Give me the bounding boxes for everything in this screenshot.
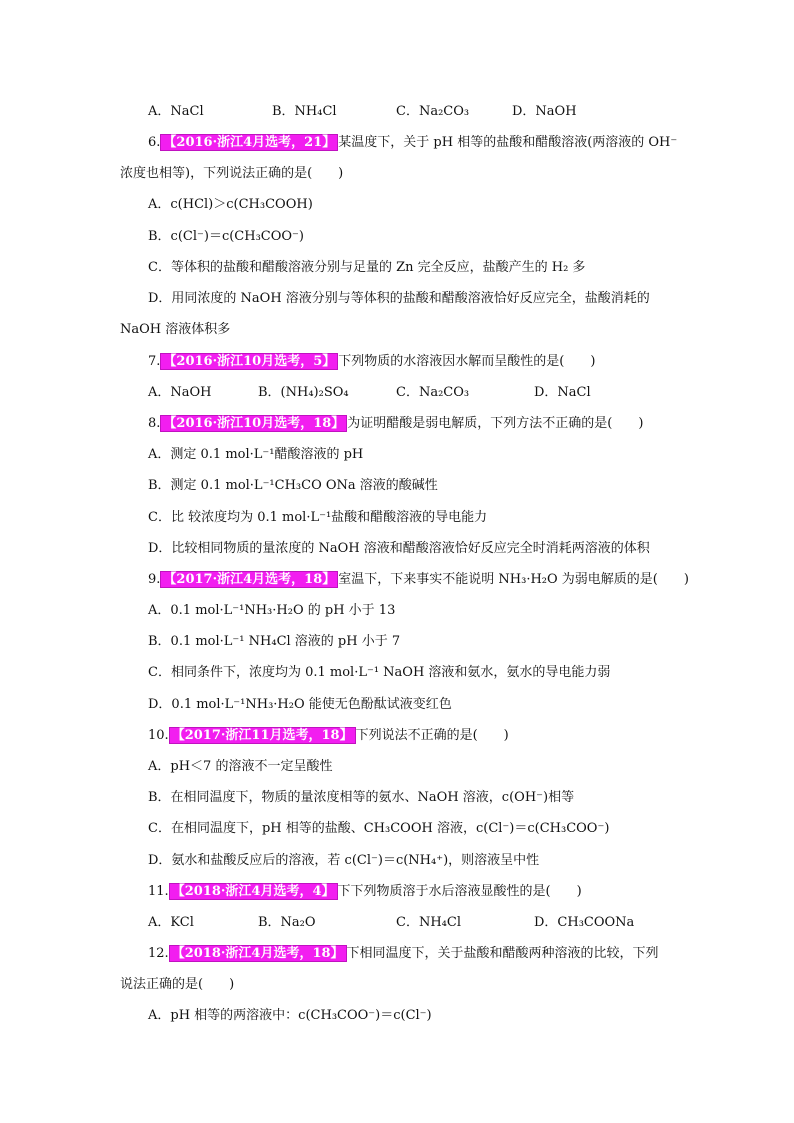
q8-option-c: C．比 较浓度均为 0.1 mol·L⁻¹盐酸和醋酸溶液的导电能力 — [148, 510, 488, 525]
q9-option-a: A．0.1 mol·L⁻¹NH₃·H₂O 的 pH 小于 13 — [148, 603, 396, 618]
q9-option-d: D．0.1 mol·L⁻¹NH₃·H₂O 能使无色酚酞试液变红色 — [148, 697, 452, 712]
question-number: 12. — [148, 946, 169, 961]
question-12-stem — [148, 945, 674, 963]
question-number: 7. — [148, 354, 161, 369]
q6-option-b: B．c(Cl⁻)＝c(CH₃COO⁻) — [148, 229, 304, 244]
q9-option-c: C．相同条件下，浓度均为 0.1 mol·L⁻¹ NaOH 溶液和氨水，氨水的导电能力弱 — [148, 665, 611, 680]
q9-option-b: B．0.1 mol·L⁻¹ NH₄Cl 溶液的 pH 小于 7 — [148, 634, 401, 649]
question-text: 下相同温度下，关于盐酸和醋酸两种溶液的比较，下列 — [346, 946, 659, 961]
question-text: 下下列物质溶于水后溶液显酸性的是( ) — [337, 884, 582, 899]
q10-option-b: B．在相同温度下，物质的量浓度相等的氨水、NaOH 溶液，c(OH⁻)相等 — [148, 790, 575, 805]
question-10-stem — [148, 727, 674, 745]
source-tag: 【2016·浙江10月选考，18】 — [160, 415, 347, 432]
question-text: 室温下，下来事实不能说明 NH₃·H₂O 为弱电解质的是( ) — [338, 572, 689, 587]
question-text: 某温度下，关于 pH 相等的盐酸和醋酸溶液(两溶液的 OH⁻ — [338, 135, 678, 150]
option-a: A．NaOH — [148, 385, 212, 400]
question-6-stem-cont: 浓度也相等)，下列说法正确的是( ) — [120, 166, 344, 181]
source-tag: 【2018·浙江4月选考，4】 — [169, 883, 338, 900]
option-c: C．Na₂CO₃ — [396, 104, 470, 119]
q6-option-d: D．用同浓度的 NaOH 溶液分别与等体积的盐酸和醋酸溶液恰好反应完全，盐酸消耗的 — [148, 291, 650, 306]
question-number: 9. — [148, 572, 161, 587]
q6-option-d-cont: NaOH 溶液体积多 — [120, 322, 231, 337]
q12-option-a: A．pH 相等的两溶液中：c(CH₃COO⁻)＝c(Cl⁻) — [148, 1008, 432, 1023]
question-text: 下列物质的水溶液因水解而呈酸性的是( ) — [338, 354, 596, 369]
source-tag: 【2017·浙江4月选考，18】 — [160, 571, 338, 588]
question-11-stem — [148, 883, 674, 901]
question-text: 下列说法不正确的是( ) — [355, 728, 509, 743]
q10-option-a: A．pH＜7 的溶液不一定呈酸性 — [148, 759, 333, 774]
option-b: B．NH₄Cl — [272, 104, 337, 119]
source-tag: 【2018·浙江4月选考，18】 — [169, 945, 347, 962]
option-a: A．NaCl — [148, 104, 204, 119]
question-number: 11. — [148, 884, 169, 899]
option-d: D．NaCl — [534, 385, 591, 400]
question-number: 10. — [148, 728, 169, 743]
option-a: A．KCl — [148, 915, 194, 930]
question-number: 6. — [148, 135, 161, 150]
source-tag: 【2016·浙江10月选考，5】 — [160, 353, 338, 370]
option-b: B．Na₂O — [258, 915, 316, 930]
question-8-stem — [148, 415, 674, 433]
option-d: D．NaOH — [512, 104, 577, 119]
question-number: 8. — [148, 416, 161, 431]
question-12-stem-cont: 说法正确的是( ) — [120, 977, 235, 992]
q10-option-d: D．氨水和盐酸反应后的溶液，若 c(Cl⁻)＝c(NH₄⁺)，则溶液呈中性 — [148, 853, 540, 868]
question-text: 为证明醋酸是弱电解质，下列方法不正确的是( ) — [347, 416, 644, 431]
option-b: B．(NH₄)₂SO₄ — [258, 385, 349, 400]
option-d: D．CH₃COONa — [534, 915, 635, 930]
option-c: C．NH₄Cl — [396, 915, 461, 930]
q6-option-c: C．等体积的盐酸和醋酸溶液分别与足量的 Zn 完全反应，盐酸产生的 H₂ 多 — [148, 260, 586, 275]
source-tag: 【2017·浙江11月选考，18】 — [169, 727, 356, 744]
question-7-stem — [148, 353, 674, 371]
question-9-stem — [148, 571, 689, 589]
q6-option-a: A．c(HCl)＞c(CH₃COOH) — [148, 197, 313, 212]
source-tag: 【2016·浙江4月选考，21】 — [160, 134, 338, 151]
q8-option-a: A．测定 0.1 mol·L⁻¹醋酸溶液的 pH — [148, 447, 364, 462]
q10-option-c: C．在相同温度下，pH 相等的盐酸、CH₃COOH 溶液，c(Cl⁻)＝c(CH₃COO⁻) — [148, 821, 610, 836]
q8-option-b: B．测定 0.1 mol·L⁻¹CH₃CO ONa 溶液的酸碱性 — [148, 478, 438, 493]
question-6-stem — [148, 134, 678, 152]
q8-option-d: D．比较相同物质的量浓度的 NaOH 溶液和醋酸溶液恰好反应完全时消耗两溶液的体积 — [148, 541, 650, 556]
option-c: C．Na₂CO₃ — [396, 385, 470, 400]
